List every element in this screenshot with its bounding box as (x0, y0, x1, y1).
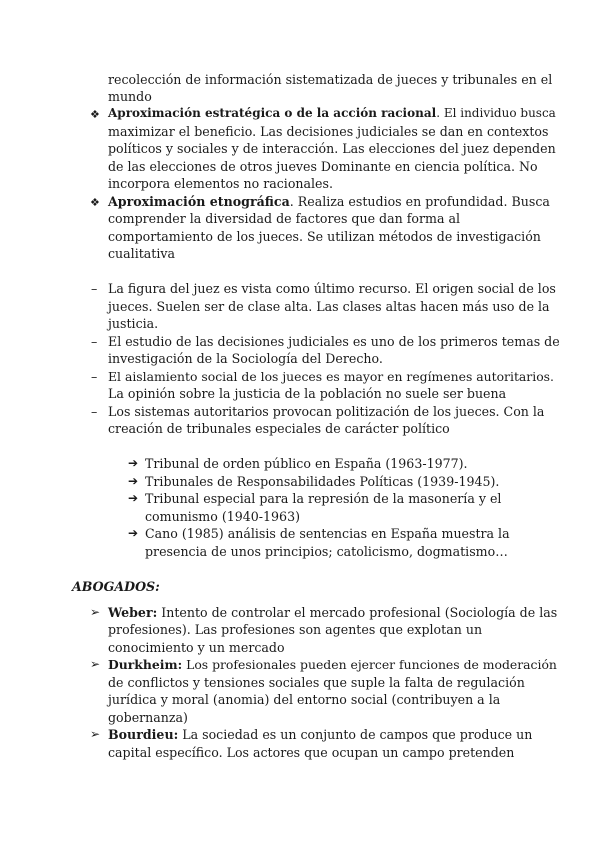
text-line: La figura del juez es vista como último recurso. El origen social de los (108, 281, 556, 296)
item-text: Los profesionales pueden ejercer funciones de moderación (182, 657, 557, 672)
text-line: presencia de unos principios; catolicismo, dogmatismo… (145, 544, 508, 559)
item-title: Aproximación etnográfica (108, 194, 290, 209)
arrow-bullet-icon: ➔ (128, 491, 139, 505)
item-text: Intento de controlar el mercado profesional (Sociología de las (157, 605, 558, 620)
text-line: investigación de la Sociología del Derecho. (108, 351, 383, 366)
text-line: comportamiento de los jueces. Se utilizan métodos de investigación (108, 229, 541, 244)
triangle-bullet-icon: ➢ (90, 727, 101, 741)
list-item (108, 193, 550, 210)
text-line: incorpora elementos no racionales. (108, 176, 333, 191)
item-title: Bourdieu: (108, 727, 179, 742)
text-line: El estudio de las decisiones judiciales es uno de los primeros temas de (108, 334, 560, 349)
text-line: mundo (108, 89, 152, 104)
section-heading: ABOGADOS: (72, 579, 160, 594)
text-line: comunismo (1940-1963) (145, 509, 300, 524)
text-line: de las elecciones de otros jueves Dominante en ciencia política. No (108, 159, 538, 174)
arrow-bullet-icon: ➔ (128, 456, 139, 470)
arrow-bullet-icon: ➔ (128, 526, 139, 540)
list-item (108, 604, 557, 621)
text-line: gobernanza) (108, 710, 188, 725)
text-line: jueces. Suelen ser de clase alta. Las clases altas hacen más uso de la (108, 299, 550, 314)
item-text: . El individuo busca (436, 106, 556, 120)
text-line: Tribunal de orden público en España (1963-1977). (145, 456, 468, 471)
dash-bullet-icon: – (91, 369, 98, 384)
text-line: Cano (1985) análisis de sentencias en España muestra la (145, 526, 510, 541)
list-item (108, 726, 532, 743)
text-line: recolección de información sistematizada de jueces y tribunales en el (108, 72, 553, 87)
list-item (108, 656, 557, 673)
item-text: . Realiza estudios en profundidad. Busca (289, 194, 550, 209)
item-title: Durkheim: (108, 657, 183, 672)
item-title: Weber: (108, 605, 158, 620)
text-line: Los sistemas autoritarios provocan politización de los jueces. Con la (108, 404, 545, 419)
text-line: jurídica y moral (anomia) del entorno social (contribuyen a la (108, 692, 501, 707)
dash-bullet-icon: – (91, 281, 98, 296)
text-line: La opinión sobre la justicia de la población no suele ser buena (108, 386, 507, 401)
text-line: Tribunal especial para la represión de la masonería y el (145, 491, 502, 506)
text-line: de conflictos y tensiones sociales que suple la falta de regulación (108, 675, 525, 690)
dash-bullet-icon: – (91, 404, 98, 419)
text-line: capital específico. Los actores que ocupan un campo pretenden (108, 745, 515, 760)
list-item (108, 105, 556, 122)
text-line: El aislamiento social de los jueces es mayor en regímenes autoritarios. (108, 369, 554, 384)
text-line: creación de tribunales especiales de carácter político (108, 421, 450, 436)
item-title: Aproximación estratégica o de la acción racional (108, 106, 437, 120)
diamond-bullet-icon: ❖ (90, 108, 100, 121)
text-line: conocimiento y un mercado (108, 640, 285, 655)
triangle-bullet-icon: ➢ (90, 657, 101, 671)
text-line: cualitativa (108, 246, 176, 261)
item-text: La sociedad es un conjunto de campos que produce un (178, 727, 533, 742)
arrow-bullet-icon: ➔ (128, 474, 139, 488)
text-line: justicia. (108, 316, 159, 331)
triangle-bullet-icon: ➢ (90, 605, 101, 619)
text-line: profesiones). Las profesiones son agentes que explotan un (108, 622, 483, 637)
text-line: comprender la diversidad de factores que dan forma al (108, 211, 460, 226)
text-line: políticos y sociales y de interacción. Las elecciones del juez dependen (108, 141, 556, 156)
dash-bullet-icon: – (91, 334, 98, 349)
diamond-bullet-icon: ❖ (90, 196, 100, 209)
text-line: maximizar el beneficio. Las decisiones judiciales se dan en contextos (108, 124, 549, 139)
text-line: Tribunales de Responsabilidades Políticas (1939-1945). (145, 474, 500, 489)
